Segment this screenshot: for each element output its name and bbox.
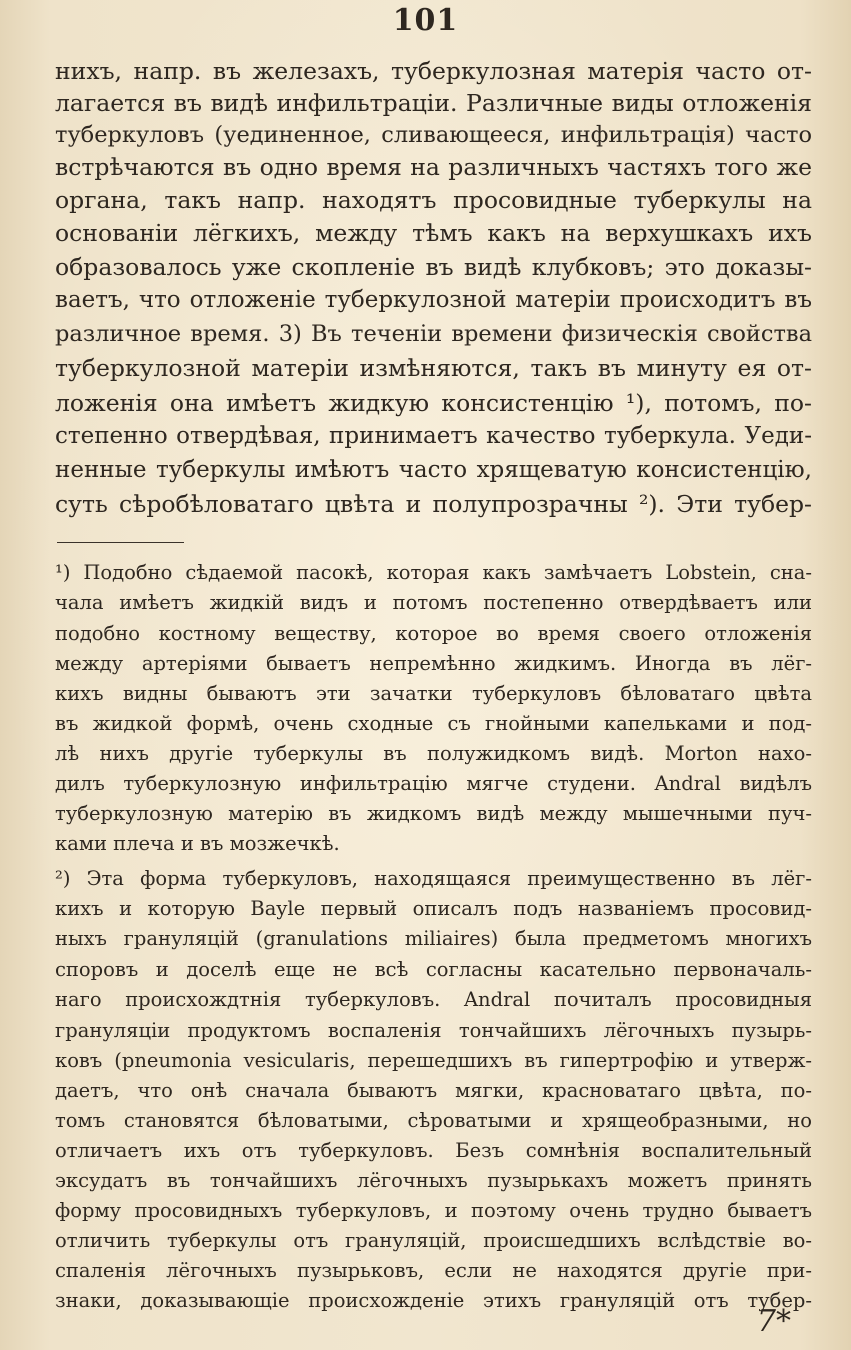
main-text-line: туберкуловъ (уединенное, сливающееся, инфильтрація) часто xyxy=(55,122,812,148)
main-text-line: суть сѣробѣловатаго цвѣта и полупрозрачны ²). Эти тубер- xyxy=(55,490,812,518)
footnote-line: томъ становятся бѣловатыми, сѣроватыми и хрящеобразными, но xyxy=(55,1109,812,1132)
footnote-separator xyxy=(57,542,184,543)
footnote-line: отличить туберкулы отъ грануляцій, происшедшихъ вслѣдствіе во- xyxy=(55,1229,812,1252)
main-text-line: ваетъ, что отложеніе туберкулозной матеріи происходитъ въ xyxy=(55,287,812,313)
footnote-line: споровъ и доселѣ еще не всѣ согласны касательно первоначаль- xyxy=(55,958,812,981)
footnote-line: грануляціи продуктомъ воспаленія тончайшихъ лёгочныхъ пузырь- xyxy=(55,1019,812,1042)
main-text-line: нихъ, напр. въ железахъ, туберкулозная матерія часто от- xyxy=(55,57,812,85)
footnote-line: наго происхождтнія туберкуловъ. Andral почиталъ просовидныя xyxy=(55,988,812,1011)
footnote-line: знаки, доказывающіе происхожденіе этихъ грануляцій отъ тубер- xyxy=(55,1289,812,1312)
main-text-line: ненные туберкулы имѣютъ часто хрящеватую консистенцію, xyxy=(55,457,812,483)
main-text-line: лагается въ видѣ инфильтраціи. Различные виды отложенія xyxy=(55,89,812,117)
footnote-line: между артеріями бываетъ непремѣнно жидкимъ. Иногда въ лёг- xyxy=(55,652,812,675)
footnote-line: кихъ видны бываютъ эти зачатки туберкуловъ бѣловатаго цвѣта xyxy=(55,682,812,705)
footnote-line: туберкулозную матерію въ жидкомъ видѣ между мышечными пуч- xyxy=(55,802,812,825)
main-text-line: органа, такъ напр. находятъ просовидные туберкулы на xyxy=(55,186,812,214)
footnote-line: форму просовидныхъ туберкуловъ, и поэтому очень трудно бываетъ xyxy=(55,1199,812,1222)
main-text-line: образовалось уже скопленіе въ видѣ клубковъ; это доказы- xyxy=(55,253,812,281)
footnote-line: въ жидкой формѣ, очень сходные съ гнойными капельками и под- xyxy=(55,712,812,735)
footnote-line: лѣ нихъ другіе туберкулы въ полужидкомъ видѣ. Morton нахо- xyxy=(55,742,812,765)
page-number: 101 xyxy=(392,3,459,38)
footnote-line: даетъ, что онѣ сначала бываютъ мягки, красноватаго цвѣта, по- xyxy=(55,1079,812,1102)
footnote-line: ²) Эта форма туберкуловъ, находящаяся преимущественно въ лёг- xyxy=(55,867,812,890)
main-text-line: встрѣчаются въ одно время на различныхъ частяхъ того же xyxy=(55,153,812,181)
footnote-line: ками плеча и въ мозжечкѣ. xyxy=(55,832,340,855)
footnote-line: ныхъ грануляцій (granulations miliaires) была предметомъ многихъ xyxy=(55,927,812,950)
main-text-line: основаніи лёгкихъ, между тѣмъ какъ на верхушкахъ ихъ xyxy=(55,219,812,247)
footnote-line: дилъ туберкулозную инфильтрацію мягче студени. Andral видѣлъ xyxy=(55,772,812,795)
footnote-line: подобно костному веществу, которое во время своего отложенія xyxy=(55,622,812,645)
main-text-line: туберкулозной матеріи измѣняются, такъ въ минуту ея от- xyxy=(55,354,812,382)
footnote-line: эксудатъ въ тончайшихъ лёгочныхъ пузырькахъ можетъ принять xyxy=(55,1169,812,1192)
footnote-line: кихъ и которую Bayle первый описалъ подъ названіемъ просовид- xyxy=(55,897,812,920)
main-text-line: различное время. 3) Въ теченіи времени физическія свойства xyxy=(55,321,812,347)
footnote-line: ковъ (pneumonia vesicularis, перешедшихъ въ гипертрофію и утверж- xyxy=(55,1049,812,1072)
main-text-line: ложенія она имѣетъ жидкую консистенцію ¹), потомъ, по- xyxy=(55,389,812,417)
footnote-line: ¹) Подобно сѣдаемой пасокѣ, которая какъ замѣчаетъ Lobstein, сна- xyxy=(55,561,812,584)
main-text-line: степенно отвердѣвая, принимаетъ качество туберкула. Уеди- xyxy=(55,423,812,449)
footnote-line: отличаетъ ихъ отъ туберкуловъ. Безъ сомнѣнія воспалительный xyxy=(55,1139,812,1162)
footnote-line: спаленія лёгочныхъ пузырьковъ, если не находятся другіе при- xyxy=(55,1259,812,1282)
footnote-line: чала имѣетъ жидкій видъ и потомъ постепенно отвердѣваетъ или xyxy=(55,591,812,614)
signature-mark: 7* xyxy=(756,1304,791,1339)
